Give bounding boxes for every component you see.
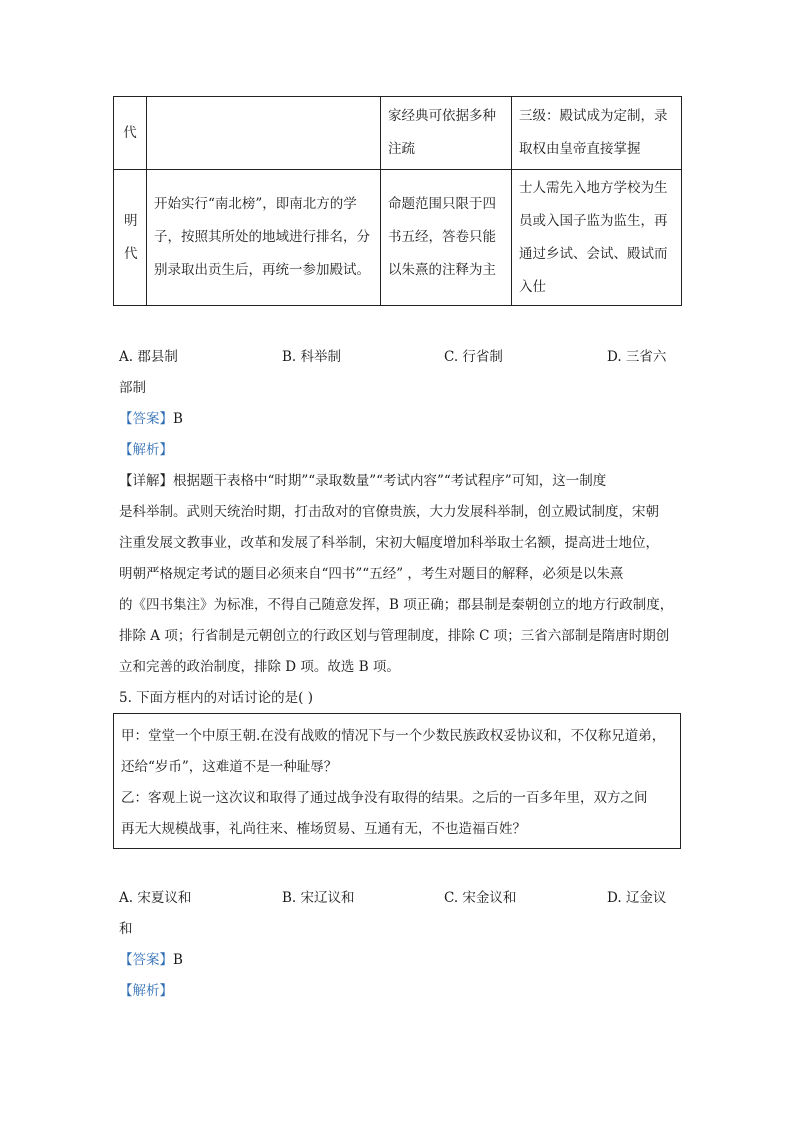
detail-label: 【详解】	[119, 473, 173, 489]
dialog-line: 乙：客观上说一这次议和取得了通过战争没有取得的结果。之后的一百多年里，双方之间	[121, 790, 648, 806]
analysis-label: 【解析】	[119, 983, 173, 999]
era-cell: 明代	[114, 170, 147, 306]
dialog-line: 再无大规模战事，礼尚往来、榷场贸易、互通有无，不也造福百姓？	[121, 821, 526, 837]
option-b: B. 科举制	[282, 349, 342, 365]
detail-line: 排除 A 项；行省制是元朝创立的行政区划与管理制度，排除 C 项；三省六部制是隋唐时期创	[119, 628, 670, 644]
content-cell: 家经典可依据多种注疏	[381, 97, 512, 170]
option-d: D. 三省六	[607, 349, 667, 365]
dialog-line: 甲：堂堂一个中原王朝.在没有战败的情况下与一个少数民族政权妥协议和，不仅称兄道弟，	[121, 728, 666, 744]
option-c: C. 行省制	[444, 349, 503, 365]
procedure-cell: 士人需先入地方学校为生员或入国子监为监生，再通过乡试、会试、殿试而入仕	[512, 170, 682, 306]
dialog-line: 还给“岁币”，这难道不是一种耻辱？	[121, 759, 338, 775]
question-5: 5. 下面方框内的对话讨论的是( )	[119, 690, 313, 706]
answer-value: B	[173, 411, 183, 427]
option-d-wrap: 部制	[119, 380, 146, 396]
admission-cell	[147, 97, 381, 170]
exam-system-table	[113, 96, 682, 306]
table-row	[114, 97, 682, 170]
analysis-label: 【解析】	[119, 442, 173, 458]
procedure-cell: 三级：殿试成为定制，录取权由皇帝直接掌握	[512, 97, 682, 170]
answer-line	[119, 407, 183, 427]
option-a: A. 宋夏议和	[119, 890, 192, 906]
detail-line: 【详解】根据题干表格中“时期”“录取数量”“考试内容”“考试程序”可知，这一制度	[119, 473, 607, 489]
dialog-box	[113, 713, 681, 849]
option-a: A. 郡县制	[119, 349, 178, 365]
detail-line: 的《四书集注》为标准，不得自己随意发挥，B 项正确；郡县制是秦朝创立的地方行政制度，	[119, 597, 674, 613]
answer-label: 【答案】	[119, 952, 173, 968]
content-cell: 命题范围只限于四书五经，答卷只能以朱熹的注释为主	[381, 170, 512, 306]
option-d: D. 辽金议	[607, 890, 667, 906]
answer-line	[119, 948, 183, 968]
era-cell: 代	[114, 97, 147, 170]
option-c: C. 宋金议和	[444, 890, 517, 906]
option-d-wrap: 和	[119, 921, 133, 937]
detail-line: 是科举制。武则天统治时期，打击敌对的官僚贵族，大力发展科举制，创立殿试制度，宋朝	[119, 504, 659, 520]
option-b: B. 宋辽议和	[282, 890, 355, 906]
detail-line: 注重发展文教事业，改革和发展了科举制，宋初大幅度增加科举取士名额，提高进士地位，	[119, 535, 659, 551]
admission-cell: 开始实行“南北榜”，即南北方的学子，按照其所处的地域进行排名，分别录取出贡生后，再统一参加殿试。	[147, 170, 381, 306]
table-row	[114, 170, 682, 306]
answer-value: B	[173, 952, 183, 968]
detail-line: 明朝严格规定考试的题目必须来自“四书”“五经” ，考生对题目的解释，必须是以朱熹	[119, 566, 624, 582]
detail-line: 立和完善的政治制度，排除 D 项。故选 B 项。	[119, 659, 400, 675]
answer-label: 【答案】	[119, 411, 173, 427]
